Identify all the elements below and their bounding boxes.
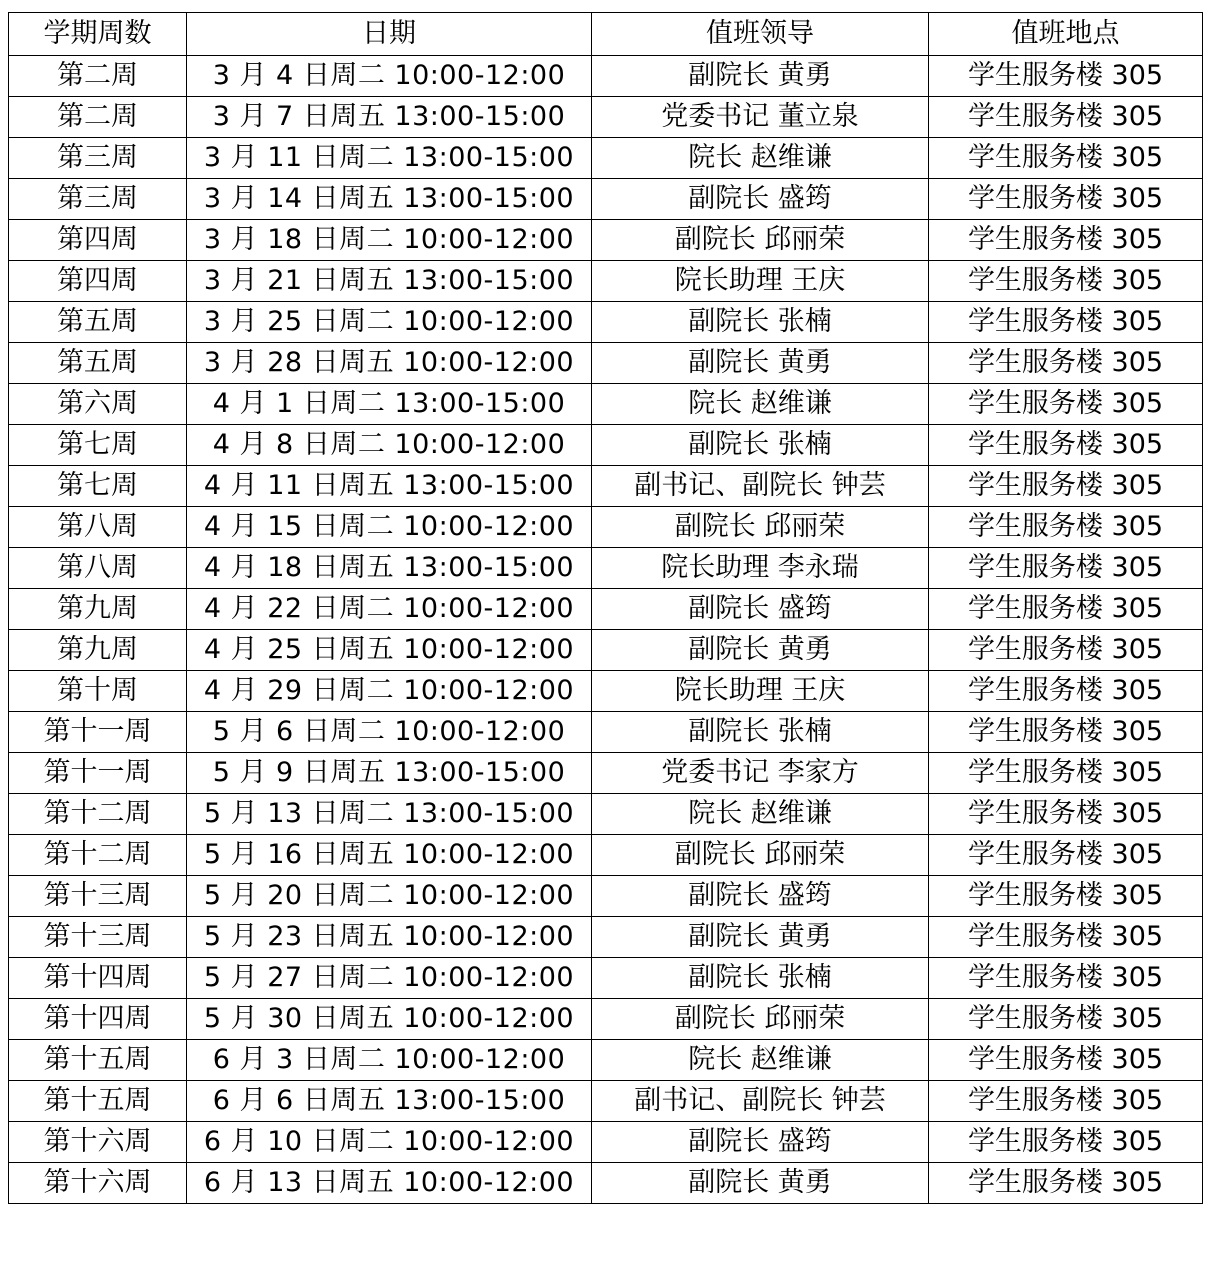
header-row bbox=[9, 13, 1203, 56]
cell-week: 第八周 bbox=[9, 507, 187, 548]
cell-date: 5 月 6 日周二 10:00-12:00 bbox=[187, 712, 592, 753]
cell-leader: 副院长 盛筠 bbox=[592, 589, 929, 630]
cell-date: 3 月 25 日周二 10:00-12:00 bbox=[187, 302, 592, 343]
cell-week: 第十五周 bbox=[9, 1040, 187, 1081]
cell-week: 第十一周 bbox=[9, 753, 187, 794]
duty-schedule-sheet bbox=[8, 12, 1203, 1204]
cell-week: 第四周 bbox=[9, 220, 187, 261]
cell-place: 学生服务楼 305 bbox=[929, 671, 1203, 712]
table-row bbox=[9, 220, 1203, 261]
table-row bbox=[9, 876, 1203, 917]
cell-place: 学生服务楼 305 bbox=[929, 138, 1203, 179]
cell-place: 学生服务楼 305 bbox=[929, 466, 1203, 507]
cell-leader: 党委书记 董立泉 bbox=[592, 97, 929, 138]
cell-place: 学生服务楼 305 bbox=[929, 999, 1203, 1040]
cell-week: 第九周 bbox=[9, 589, 187, 630]
cell-week: 第十三周 bbox=[9, 876, 187, 917]
header-date: 日期 bbox=[187, 13, 592, 56]
cell-week: 第十六周 bbox=[9, 1122, 187, 1163]
cell-leader: 院长 赵维谦 bbox=[592, 794, 929, 835]
cell-place: 学生服务楼 305 bbox=[929, 630, 1203, 671]
cell-week: 第七周 bbox=[9, 466, 187, 507]
cell-place: 学生服务楼 305 bbox=[929, 220, 1203, 261]
cell-date: 5 月 30 日周五 10:00-12:00 bbox=[187, 999, 592, 1040]
table-row bbox=[9, 917, 1203, 958]
cell-place: 学生服务楼 305 bbox=[929, 302, 1203, 343]
header-leader: 值班领导 bbox=[592, 13, 929, 56]
table-row bbox=[9, 589, 1203, 630]
cell-place: 学生服务楼 305 bbox=[929, 261, 1203, 302]
cell-date: 5 月 23 日周五 10:00-12:00 bbox=[187, 917, 592, 958]
header-place: 值班地点 bbox=[929, 13, 1203, 56]
cell-date: 5 月 27 日周二 10:00-12:00 bbox=[187, 958, 592, 999]
table-row bbox=[9, 1081, 1203, 1122]
cell-week: 第五周 bbox=[9, 302, 187, 343]
cell-place: 学生服务楼 305 bbox=[929, 507, 1203, 548]
table-row bbox=[9, 1163, 1203, 1204]
cell-place: 学生服务楼 305 bbox=[929, 97, 1203, 138]
cell-leader: 副院长 黄勇 bbox=[592, 630, 929, 671]
cell-place: 学生服务楼 305 bbox=[929, 343, 1203, 384]
cell-place: 学生服务楼 305 bbox=[929, 876, 1203, 917]
cell-leader: 副书记、副院长 钟芸 bbox=[592, 1081, 929, 1122]
table-row bbox=[9, 958, 1203, 999]
cell-leader: 副院长 邱丽荣 bbox=[592, 507, 929, 548]
cell-leader: 党委书记 李家方 bbox=[592, 753, 929, 794]
cell-place: 学生服务楼 305 bbox=[929, 589, 1203, 630]
cell-date: 6 月 13 日周五 10:00-12:00 bbox=[187, 1163, 592, 1204]
cell-leader: 院长 赵维谦 bbox=[592, 384, 929, 425]
cell-date: 3 月 11 日周二 13:00-15:00 bbox=[187, 138, 592, 179]
cell-leader: 副院长 邱丽荣 bbox=[592, 220, 929, 261]
cell-date: 3 月 21 日周五 13:00-15:00 bbox=[187, 261, 592, 302]
cell-leader: 院长助理 王庆 bbox=[592, 671, 929, 712]
cell-place: 学生服务楼 305 bbox=[929, 384, 1203, 425]
cell-date: 4 月 8 日周二 10:00-12:00 bbox=[187, 425, 592, 466]
cell-leader: 院长助理 李永瑞 bbox=[592, 548, 929, 589]
cell-date: 3 月 28 日周五 10:00-12:00 bbox=[187, 343, 592, 384]
cell-date: 4 月 22 日周二 10:00-12:00 bbox=[187, 589, 592, 630]
cell-place: 学生服务楼 305 bbox=[929, 1040, 1203, 1081]
cell-week: 第三周 bbox=[9, 179, 187, 220]
cell-place: 学生服务楼 305 bbox=[929, 425, 1203, 466]
cell-date: 6 月 6 日周五 13:00-15:00 bbox=[187, 1081, 592, 1122]
cell-date: 5 月 16 日周五 10:00-12:00 bbox=[187, 835, 592, 876]
cell-week: 第十五周 bbox=[9, 1081, 187, 1122]
cell-leader: 副院长 黄勇 bbox=[592, 56, 929, 97]
table-row bbox=[9, 999, 1203, 1040]
table-row bbox=[9, 548, 1203, 589]
cell-week: 第十二周 bbox=[9, 794, 187, 835]
cell-date: 5 月 9 日周五 13:00-15:00 bbox=[187, 753, 592, 794]
cell-place: 学生服务楼 305 bbox=[929, 958, 1203, 999]
cell-place: 学生服务楼 305 bbox=[929, 1163, 1203, 1204]
cell-date: 5 月 20 日周二 10:00-12:00 bbox=[187, 876, 592, 917]
cell-date: 3 月 14 日周五 13:00-15:00 bbox=[187, 179, 592, 220]
cell-place: 学生服务楼 305 bbox=[929, 548, 1203, 589]
cell-date: 4 月 18 日周五 13:00-15:00 bbox=[187, 548, 592, 589]
cell-date: 4 月 29 日周二 10:00-12:00 bbox=[187, 671, 592, 712]
cell-week: 第三周 bbox=[9, 138, 187, 179]
cell-place: 学生服务楼 305 bbox=[929, 712, 1203, 753]
table-row bbox=[9, 97, 1203, 138]
cell-week: 第十四周 bbox=[9, 999, 187, 1040]
cell-leader: 副院长 黄勇 bbox=[592, 343, 929, 384]
cell-date: 3 月 4 日周二 10:00-12:00 bbox=[187, 56, 592, 97]
table-row bbox=[9, 712, 1203, 753]
cell-leader: 副院长 盛筠 bbox=[592, 876, 929, 917]
cell-leader: 院长 赵维谦 bbox=[592, 1040, 929, 1081]
cell-leader: 副院长 邱丽荣 bbox=[592, 999, 929, 1040]
cell-leader: 院长助理 王庆 bbox=[592, 261, 929, 302]
table-row bbox=[9, 835, 1203, 876]
cell-week: 第十四周 bbox=[9, 958, 187, 999]
table-row bbox=[9, 507, 1203, 548]
cell-place: 学生服务楼 305 bbox=[929, 753, 1203, 794]
table-row bbox=[9, 261, 1203, 302]
cell-date: 4 月 15 日周二 10:00-12:00 bbox=[187, 507, 592, 548]
cell-date: 5 月 13 日周二 13:00-15:00 bbox=[187, 794, 592, 835]
cell-leader: 副院长 张楠 bbox=[592, 958, 929, 999]
cell-place: 学生服务楼 305 bbox=[929, 1081, 1203, 1122]
cell-date: 4 月 11 日周五 13:00-15:00 bbox=[187, 466, 592, 507]
cell-date: 3 月 7 日周五 13:00-15:00 bbox=[187, 97, 592, 138]
cell-leader: 副院长 张楠 bbox=[592, 302, 929, 343]
table-row bbox=[9, 425, 1203, 466]
table-row bbox=[9, 179, 1203, 220]
table-row bbox=[9, 302, 1203, 343]
cell-date: 6 月 3 日周二 10:00-12:00 bbox=[187, 1040, 592, 1081]
cell-week: 第十六周 bbox=[9, 1163, 187, 1204]
cell-place: 学生服务楼 305 bbox=[929, 56, 1203, 97]
cell-week: 第七周 bbox=[9, 425, 187, 466]
cell-place: 学生服务楼 305 bbox=[929, 917, 1203, 958]
table-header bbox=[9, 13, 1203, 56]
cell-week: 第二周 bbox=[9, 97, 187, 138]
cell-leader: 院长 赵维谦 bbox=[592, 138, 929, 179]
cell-week: 第五周 bbox=[9, 343, 187, 384]
cell-leader: 副院长 黄勇 bbox=[592, 1163, 929, 1204]
table-row bbox=[9, 343, 1203, 384]
cell-date: 4 月 25 日周五 10:00-12:00 bbox=[187, 630, 592, 671]
header-week: 学期周数 bbox=[9, 13, 187, 56]
table-row bbox=[9, 630, 1203, 671]
table-row bbox=[9, 384, 1203, 425]
cell-week: 第十二周 bbox=[9, 835, 187, 876]
cell-week: 第十周 bbox=[9, 671, 187, 712]
cell-leader: 副院长 盛筠 bbox=[592, 1122, 929, 1163]
cell-place: 学生服务楼 305 bbox=[929, 1122, 1203, 1163]
cell-place: 学生服务楼 305 bbox=[929, 794, 1203, 835]
cell-leader: 副院长 张楠 bbox=[592, 425, 929, 466]
cell-leader: 副院长 张楠 bbox=[592, 712, 929, 753]
cell-place: 学生服务楼 305 bbox=[929, 835, 1203, 876]
cell-leader: 副院长 邱丽荣 bbox=[592, 835, 929, 876]
table-row bbox=[9, 753, 1203, 794]
cell-week: 第八周 bbox=[9, 548, 187, 589]
table-row bbox=[9, 671, 1203, 712]
cell-leader: 副院长 盛筠 bbox=[592, 179, 929, 220]
cell-date: 4 月 1 日周二 13:00-15:00 bbox=[187, 384, 592, 425]
table-row bbox=[9, 1040, 1203, 1081]
table-body bbox=[9, 56, 1203, 1204]
table-row bbox=[9, 466, 1203, 507]
cell-leader: 副书记、副院长 钟芸 bbox=[592, 466, 929, 507]
cell-place: 学生服务楼 305 bbox=[929, 179, 1203, 220]
cell-week: 第二周 bbox=[9, 56, 187, 97]
table-row bbox=[9, 794, 1203, 835]
cell-week: 第四周 bbox=[9, 261, 187, 302]
table-row bbox=[9, 56, 1203, 97]
cell-leader: 副院长 黄勇 bbox=[592, 917, 929, 958]
cell-week: 第六周 bbox=[9, 384, 187, 425]
cell-date: 3 月 18 日周二 10:00-12:00 bbox=[187, 220, 592, 261]
cell-week: 第九周 bbox=[9, 630, 187, 671]
cell-week: 第十三周 bbox=[9, 917, 187, 958]
duty-schedule-table bbox=[8, 12, 1203, 1204]
cell-week: 第十一周 bbox=[9, 712, 187, 753]
table-row bbox=[9, 1122, 1203, 1163]
table-row bbox=[9, 138, 1203, 179]
cell-date: 6 月 10 日周二 10:00-12:00 bbox=[187, 1122, 592, 1163]
